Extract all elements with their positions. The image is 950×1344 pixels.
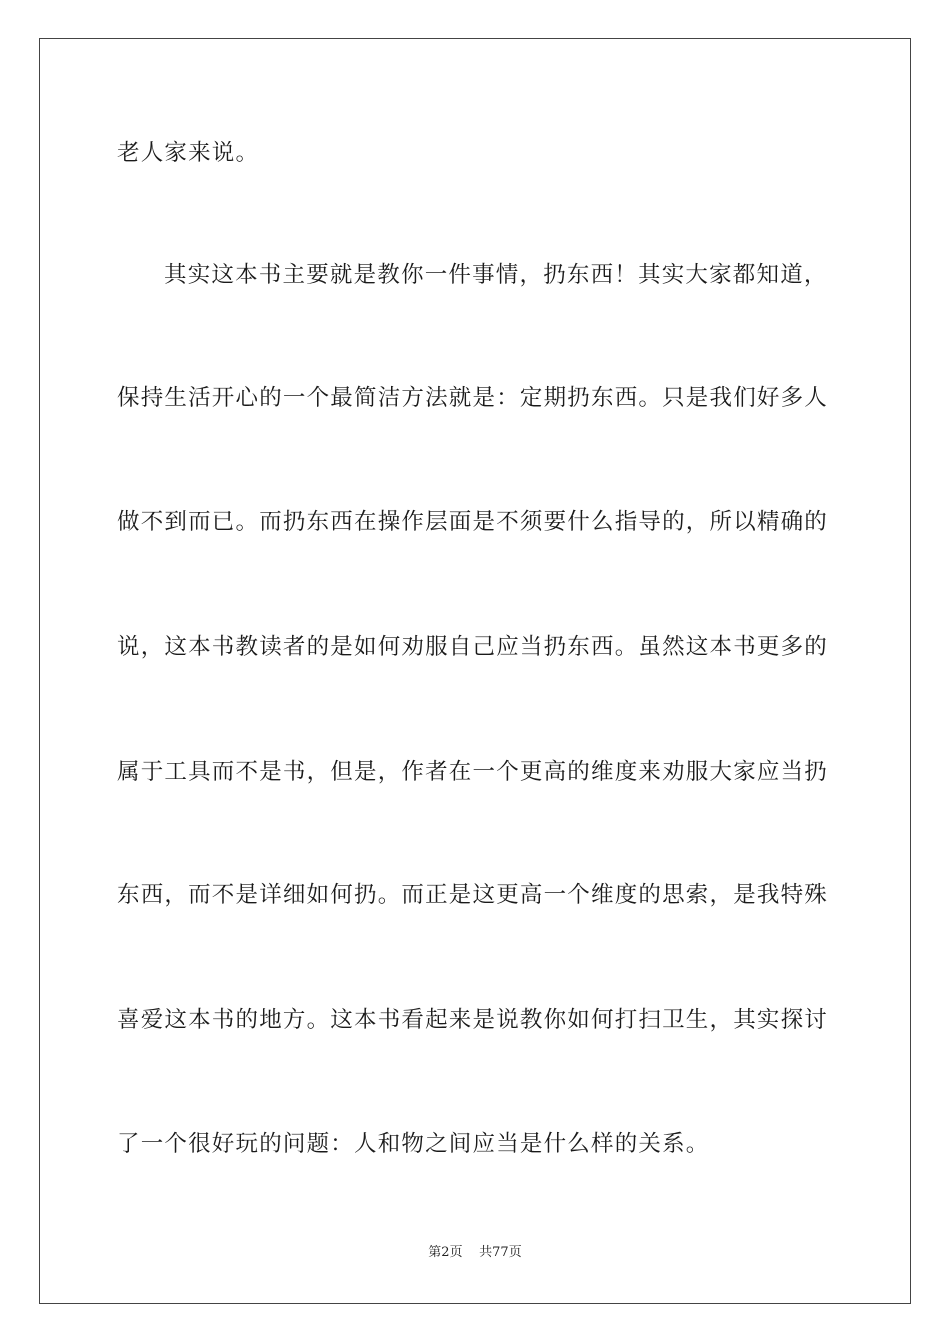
paragraph-line-9: 了一个很好玩的问题：人和物之间应当是什么样的关系。 [117, 1131, 710, 1157]
paragraph-line-8: 喜爱这本书的地方。这本书看起来是说教你如何打扫卫生，其实探讨 [117, 1007, 829, 1033]
total-pages: 77 [492, 1245, 509, 1260]
page-unit: 页 [449, 1245, 463, 1260]
total-label: 共 [479, 1245, 493, 1260]
total-unit: 页 [508, 1245, 522, 1260]
paragraph-line-1: 老人家来说。 [117, 140, 260, 166]
page-label: 第 [428, 1245, 442, 1260]
page-frame [39, 38, 911, 1304]
paragraph-line-2: 其实这本书主要就是教你一件事情，扔东西！其实大家都知道， [164, 262, 828, 288]
paragraph-line-3: 保持生活开心的一个最简洁方法就是：定期扔东西。只是我们好多人 [117, 385, 829, 411]
paragraph-line-5: 说，这本书教读者的是如何劝服自己应当扔东西。虽然这本书更多的 [117, 634, 829, 660]
paragraph-line-7: 东西，而不是详细如何扔。而正是这更高一个维度的思索，是我特殊 [117, 882, 829, 908]
page-footer [0, 1244, 950, 1262]
paragraph-line-4: 做不到而已。而扔东西在操作层面是不须要什么指导的，所以精确的 [117, 509, 829, 535]
paragraph-line-6: 属于工具而不是书，但是，作者在一个更高的维度来劝服大家应当扔 [117, 759, 829, 785]
page-number: 2 [441, 1245, 450, 1260]
